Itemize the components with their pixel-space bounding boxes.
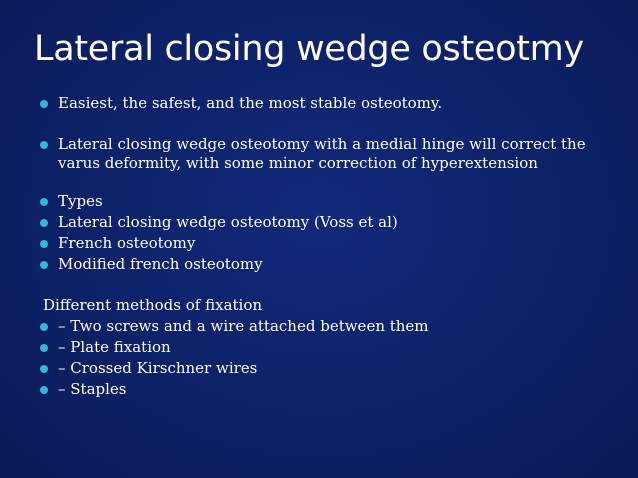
bullet-text: – Crossed Kirschner wires — [58, 359, 258, 377]
bullet-dot-icon — [40, 240, 48, 248]
bullet-text: – Plate fixation — [58, 338, 171, 356]
bullet-text: Types — [58, 192, 103, 210]
section-label-text: Different methods of fixation — [43, 296, 263, 314]
bullet-dot-icon — [40, 100, 48, 108]
bullet-item — [40, 135, 600, 173]
bullet-dot-icon — [40, 141, 48, 149]
bullet-item — [40, 213, 600, 232]
bullet-item — [40, 234, 600, 253]
bullet-item — [40, 338, 600, 357]
bullet-item — [40, 380, 600, 399]
bullet-text: – Staples — [58, 380, 127, 398]
bullet-dot-icon — [40, 323, 48, 331]
slide-title: Lateral closing wedge osteotmy — [34, 29, 584, 69]
bullet-item — [40, 317, 600, 336]
bullet-dot-icon — [40, 261, 48, 269]
bullet-dot-icon — [40, 365, 48, 373]
bullet-text: Easiest, the safest, and the most stable osteotomy. — [58, 94, 443, 112]
bullet-dot-icon — [40, 344, 48, 352]
slide-body — [40, 94, 600, 399]
bullet-item — [40, 255, 600, 274]
bullet-text: Modified french osteotomy — [58, 255, 263, 273]
bullet-dot-icon — [40, 219, 48, 227]
section-label — [40, 296, 600, 315]
bullet-text: French osteotomy — [58, 234, 196, 252]
bullet-dot-icon — [40, 198, 48, 206]
bullet-item — [40, 192, 600, 211]
bullet-text: Lateral closing wedge osteotomy (Voss et al) — [58, 213, 398, 231]
bullet-text: – Two screws and a wire attached between them — [58, 317, 429, 335]
bullet-dot-icon — [40, 386, 48, 394]
bullet-text: Lateral closing wedge osteotomy with a medial hinge will correct the varus deformity, with some minor correction of hyperextension — [58, 135, 586, 172]
bullet-item — [40, 359, 600, 378]
bullet-item — [40, 94, 600, 113]
